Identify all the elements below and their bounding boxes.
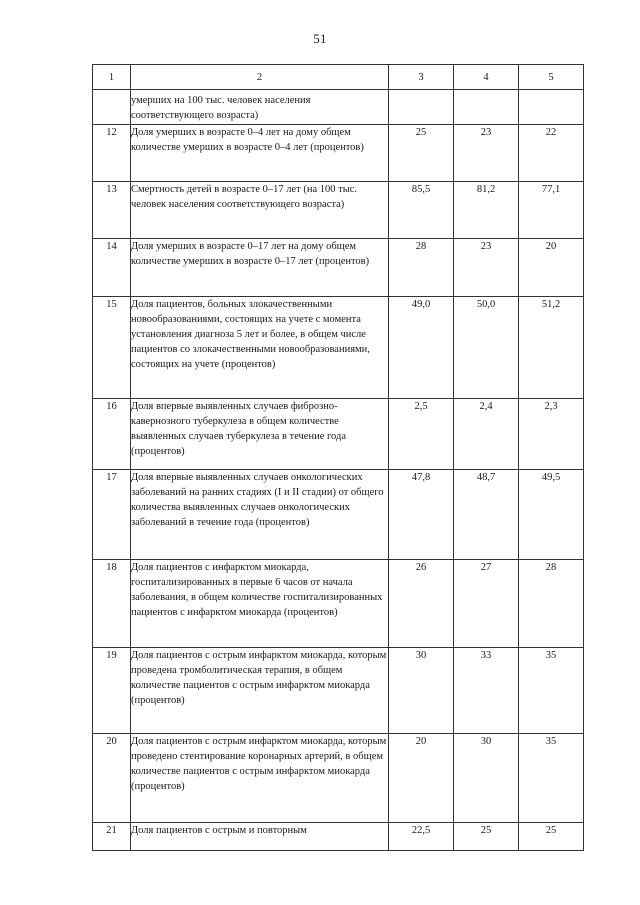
value-col-4 bbox=[454, 90, 519, 125]
value-col-4: 2,4 bbox=[454, 399, 519, 470]
value-col-3 bbox=[389, 90, 454, 125]
row-number bbox=[93, 90, 131, 125]
value-col-4: 50,0 bbox=[454, 297, 519, 399]
row-number: 18 bbox=[93, 560, 131, 648]
table-row bbox=[93, 90, 584, 125]
value-col-5: 2,3 bbox=[519, 399, 584, 470]
value-col-5: 51,2 bbox=[519, 297, 584, 399]
indicator-text: Доля пациентов, больных злокачественными новообразованиями, состоящих на учете с момента установления диагноза 5 лет и более, в общем числе пациентов со злокачественными новообразованиями, состоящих на учете (процентов) bbox=[131, 297, 389, 399]
indicator-text: Доля пациентов с инфарктом миокарда, госпитализированных в первые 6 часов от начала заболевания, в общем количестве госпитализированных пациентов с инфарктом миокарда (процентов) bbox=[131, 560, 389, 648]
indicator-text: Доля умерших в возрасте 0–17 лет на дому общем количестве умерших в возрасте 0–17 лет (процентов) bbox=[131, 239, 389, 297]
table-row bbox=[93, 297, 584, 399]
value-col-3: 25 bbox=[389, 125, 454, 182]
column-header-5: 5 bbox=[519, 65, 584, 90]
value-col-3: 26 bbox=[389, 560, 454, 648]
row-number: 14 bbox=[93, 239, 131, 297]
value-col-4: 27 bbox=[454, 560, 519, 648]
value-col-5: 25 bbox=[519, 823, 584, 851]
value-col-5: 22 bbox=[519, 125, 584, 182]
row-number: 21 bbox=[93, 823, 131, 851]
table-row bbox=[93, 470, 584, 560]
indicator-text: Доля пациентов с острым инфарктом миокарда, которым проведено стентирование коронарных артерий, в общем количестве пациентов с острым инфарктом миокарда (процентов) bbox=[131, 734, 389, 823]
indicator-text: Доля умерших в возрасте 0–4 лет на дому общем количестве умерших в возрасте 0–4 лет (процентов) bbox=[131, 125, 389, 182]
indicator-text: Доля впервые выявленных случаев онкологических заболеваний на ранних стадиях (I и II стадии) от общего количества выявленных случаев онкологических заболеваний в течение года (процентов) bbox=[131, 470, 389, 560]
value-col-4: 48,7 bbox=[454, 470, 519, 560]
value-col-3: 49,0 bbox=[389, 297, 454, 399]
column-header-4: 4 bbox=[454, 65, 519, 90]
row-number: 15 bbox=[93, 297, 131, 399]
indicator-text: умерших на 100 тыс. человек населения соответствующего возраста) bbox=[131, 90, 389, 125]
indicators-table bbox=[92, 64, 584, 851]
value-col-4: 25 bbox=[454, 823, 519, 851]
value-col-3: 20 bbox=[389, 734, 454, 823]
table-row bbox=[93, 823, 584, 851]
value-col-4: 81,2 bbox=[454, 182, 519, 239]
page-number: 51 bbox=[313, 31, 327, 46]
indicator-text: Смертность детей в возрасте 0–17 лет (на 100 тыс. человек населения соответствующего возраста) bbox=[131, 182, 389, 239]
value-col-5: 20 bbox=[519, 239, 584, 297]
value-col-5: 77,1 bbox=[519, 182, 584, 239]
indicator-text: Доля пациентов с острым и повторным bbox=[131, 823, 389, 851]
value-col-5: 35 bbox=[519, 734, 584, 823]
indicator-text: Доля впервые выявленных случаев фиброзно-кавернозного туберкулеза в общем количестве выявленных случаев туберкулеза в течение года (процентов) bbox=[131, 399, 389, 470]
row-number: 12 bbox=[93, 125, 131, 182]
table-row bbox=[93, 125, 584, 182]
column-header-3: 3 bbox=[389, 65, 454, 90]
row-number: 17 bbox=[93, 470, 131, 560]
row-number: 19 bbox=[93, 648, 131, 734]
value-col-3: 2,5 bbox=[389, 399, 454, 470]
value-col-3: 28 bbox=[389, 239, 454, 297]
value-col-5: 28 bbox=[519, 560, 584, 648]
value-col-5: 49,5 bbox=[519, 470, 584, 560]
column-header-2: 2 bbox=[131, 65, 389, 90]
value-col-4: 30 bbox=[454, 734, 519, 823]
value-col-3: 30 bbox=[389, 648, 454, 734]
value-col-3: 85,5 bbox=[389, 182, 454, 239]
table-row bbox=[93, 399, 584, 470]
indicator-text: Доля пациентов с острым инфарктом миокарда, которым проведена тромболитическая терапия, в общем количестве пациентов с острым инфарктом миокарда (процентов) bbox=[131, 648, 389, 734]
value-col-5: 35 bbox=[519, 648, 584, 734]
row-number: 16 bbox=[93, 399, 131, 470]
table-row bbox=[93, 734, 584, 823]
table-row bbox=[93, 182, 584, 239]
table-row bbox=[93, 648, 584, 734]
table-row bbox=[93, 239, 584, 297]
row-number: 20 bbox=[93, 734, 131, 823]
table-row bbox=[93, 560, 584, 648]
value-col-4: 33 bbox=[454, 648, 519, 734]
row-number: 13 bbox=[93, 182, 131, 239]
value-col-3: 47,8 bbox=[389, 470, 454, 560]
header-row bbox=[93, 65, 584, 90]
value-col-3: 22,5 bbox=[389, 823, 454, 851]
value-col-4: 23 bbox=[454, 239, 519, 297]
value-col-4: 23 bbox=[454, 125, 519, 182]
column-header-1: 1 bbox=[93, 65, 131, 90]
value-col-5 bbox=[519, 90, 584, 125]
